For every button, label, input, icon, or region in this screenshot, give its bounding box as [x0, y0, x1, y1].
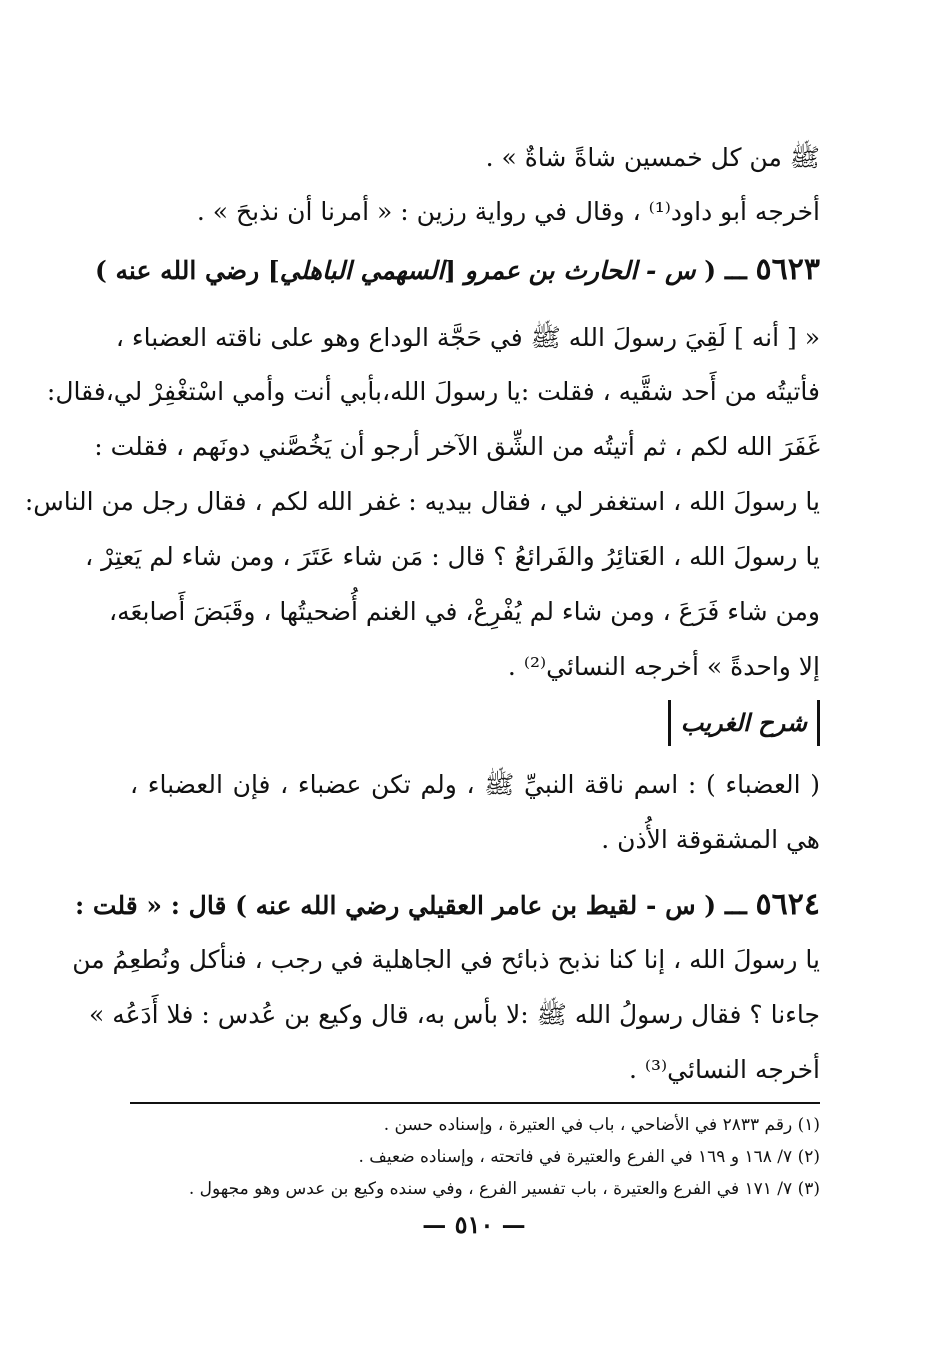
hadith-heading-5623 [94, 250, 820, 290]
text-line: إلا واحدةً » أخرجه النسائي⁽²⁾ . [507, 652, 820, 681]
text-line: أخرجه النسائي⁽³⁾ . [628, 1055, 820, 1084]
nisba-bracket: [السهمي الباهلي] [267, 256, 456, 285]
footnote-1: (١) رقم ٢٨٣٣ في الأضاحي ، باب في العتيرة ، وإسناده حسن . [383, 1115, 820, 1135]
page-number: — ٥١٠ — [422, 1210, 526, 1239]
heading-dash: ـــ [724, 891, 747, 920]
narrator-nisba: السهمي الباهلي [279, 256, 445, 285]
heading-text: ( س - لقيط بن عامر العقيلي رضي الله عنه ) قال : « قلت : [75, 891, 717, 920]
hadith-number: ٥٦٢٣ [755, 252, 820, 287]
heading-dash: ـــ [724, 256, 747, 285]
text-line: ومن شاء فَرَعَ ، ومن شاء لم يُفْرِعْ، في الغنم أُضحيتُها ، وقَبَضَ أَصابعَه، [109, 597, 820, 626]
text-line: يا رسولَ الله ، استغفر لي ، فقال بيديه : غفر الله لكم ، فقال رجل من الناس: [24, 487, 820, 516]
text-line: أخرجه أبو داود⁽¹⁾ ، وقال في رواية رزين : « أمرنا أن نذبحَ » . [196, 197, 820, 226]
text-line: غَفَرَ الله لكم ، ثم أتيتُه من الشِّق الآخر أرجو أن يَخُصَّني دونَهم ، فقلت : [94, 432, 820, 461]
text-line: ﷺ من كل خمسين شاةً شاةٌ » . [485, 143, 820, 172]
footnote-2: (٢) ٧/ ١٦٨ و ١٦٩ في الفرع والعتيرة في فاتحته ، وإسناده ضعيف . [358, 1147, 820, 1167]
hadith-heading-5624 [75, 885, 820, 925]
heading-close: رضي الله عنه ) [94, 256, 260, 285]
text-line: فأتيتُه من أَحد شقَّيه ، فقلت :يا رسولَ الله،بأبي أنت وأمي اسْتغْفِرْ لي،فقال: [46, 377, 820, 406]
text-line: يا رسولَ الله ، العَتائِرُ والفَرائعُ ؟ قال : مَن شاء عَتَرَ ، ومن شاء لم يَعتِرْ ، [85, 542, 820, 571]
footnote-divider [130, 1102, 820, 1104]
narrator-name: س - الحارث بن عمرو [464, 256, 696, 285]
text-line: هي المشقوقة الأُذن . [601, 825, 820, 854]
text-line: جاءنا ؟ فقال رسولُ الله ﷺ :لا بأس به، قال وكيع بن عُدس : فلا أَدَعُه » [88, 1000, 820, 1029]
gharib-heading: شرح الغريب [668, 700, 820, 746]
footnote-3: (٣) ٧/ ١٧١ في الفرع والعتيرة ، باب تفسير الفرع ، وفي سنده وكيع بن عدس وهو مجهول . [188, 1179, 820, 1199]
text-line: « [ أنه ] لَقِيَ رسولَ الله ﷺ في حَجَّة الوداع وهو على ناقته العضباء ، [115, 323, 820, 352]
text-line: يا رسولَ الله ، إنا كنا نذبح ذبائح في الجاهلية في رجب ، فنأكل ونُطعِمُ من [72, 945, 820, 974]
hadith-number: ٥٦٢٤ [755, 887, 820, 922]
text-line: ( العضباء ) : اسم ناقة النبيِّ ﷺ ، ولم تكن عضباء ، فإن العضباء ، [130, 770, 820, 799]
heading-open-paren: ( [704, 256, 717, 285]
